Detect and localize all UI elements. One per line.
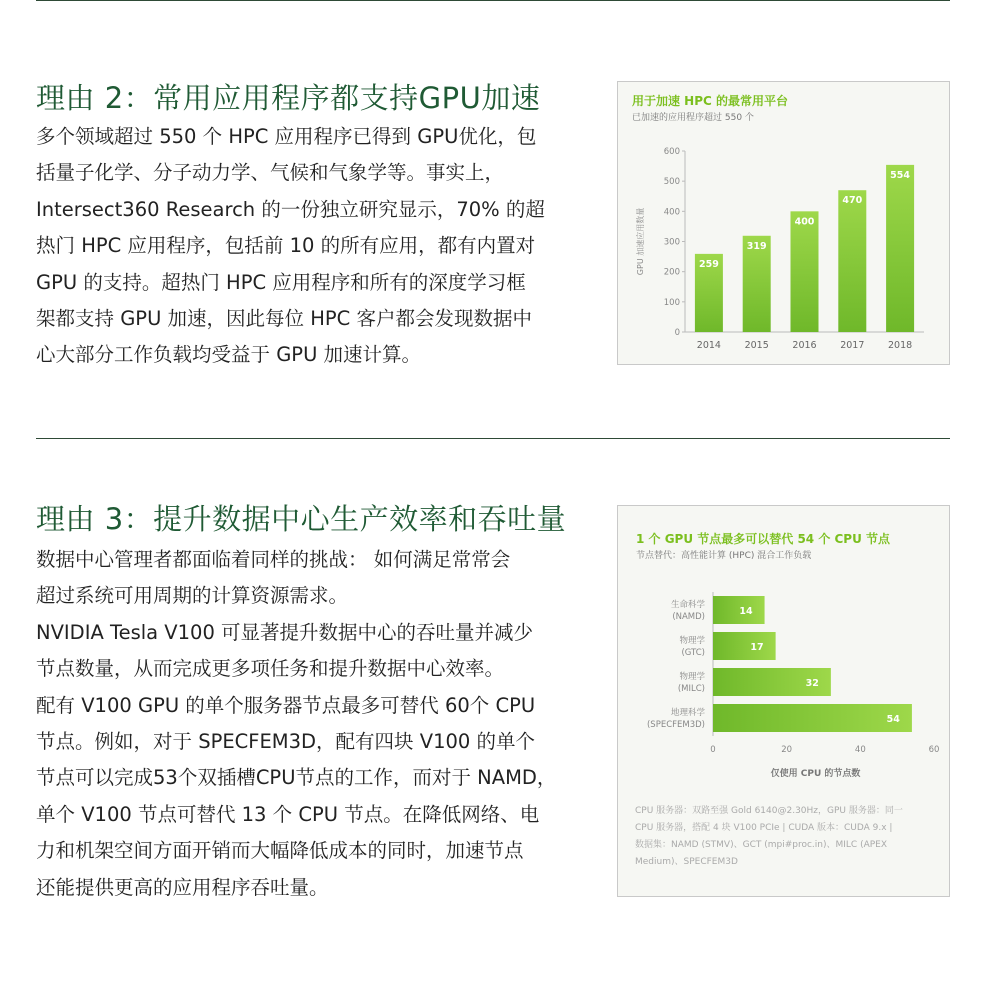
y-tick-label: 200 (663, 267, 680, 278)
body-text-line: 力和机架空间方面开销而大幅降低成本的同时，加速节点 (36, 839, 524, 863)
section-body-reason-2 (36, 119, 545, 374)
bar-specfem3d (713, 704, 912, 732)
y-category-label: 地理科学 (670, 708, 705, 718)
x-tick-label: 2015 (744, 340, 769, 351)
data-label: 32 (805, 678, 819, 689)
section-heading-reason-3: 理由 3：提升数据中心生产效率和吞吐量 (36, 502, 567, 536)
data-label: 17 (750, 642, 764, 653)
data-label: 54 (886, 714, 900, 725)
body-text-line: 数据中心管理者都面临着同样的挑战： 如何满足常常会 (36, 548, 511, 571)
body-text-line: 配有 V100 GPU 的单个服务器节点最多可替代 60个 CPU (36, 693, 536, 717)
body-text-line: 括量子化学、分子动力学、气候和气象学等。事实上， (36, 161, 505, 185)
y-tick-label: 300 (663, 237, 680, 248)
chart-footnote-line: Medium)、SPECFEM3D (635, 857, 738, 867)
y-tick-label: 400 (663, 207, 680, 218)
data-label: 554 (890, 169, 911, 181)
y-category-label: 物理学 (679, 636, 705, 646)
y-category-label: 生命科学 (670, 600, 705, 610)
body-text-line: Intersect360 Research 的一份独立研究显示，70% 的超 (36, 197, 545, 221)
y-tick-label: 500 (663, 177, 680, 188)
body-text-line: 心大部分工作负载均受益于 GPU 加速计算。 (36, 343, 422, 367)
body-text-line: 节点可以完成53个双插槽CPU节点的工作，而对于 NAMD， (36, 766, 557, 790)
body-text-line: NVIDIA Tesla V100 可显著提升数据中心的吞吐量并减少 (36, 620, 534, 644)
data-label: 470 (842, 195, 863, 207)
chart-subtitle: 已加速的应用程序超过 550 个 (632, 113, 754, 123)
body-text-line: GPU 的支持。超热门 HPC 应用程序和所有的深度学习框 (36, 270, 526, 294)
bar-2017 (838, 190, 866, 332)
x-tick-label: 2014 (696, 340, 721, 351)
bar-gtc (713, 632, 776, 660)
chart-title: 用于加速 HPC 的最常用平台 (632, 94, 789, 108)
x-tick-label: 20 (781, 745, 793, 755)
data-label: 400 (794, 216, 815, 228)
body-text-line: 单个 V100 节点可替代 13 个 CPU 节点。在降低网络、电 (36, 802, 540, 826)
chart-box-node-replacement (617, 505, 950, 897)
chart-node-replacement (618, 506, 949, 896)
data-label: 319 (746, 240, 767, 252)
section-heading-reason-2: 理由 2：常用应用程序都支持GPU加速 (36, 81, 541, 115)
body-text-line: 节点。例如，对于 SPECFEM3D，配有四块 V100 的单个 (36, 730, 536, 754)
x-tick-label: 2016 (792, 340, 817, 351)
x-tick-label: 2018 (888, 340, 913, 351)
y-category-label: 物理学 (679, 672, 705, 682)
chart-title: 1 个 GPU 节点最多可以替代 54 个 CPU 节点 (636, 532, 891, 546)
data-label: 259 (698, 258, 719, 270)
y-axis-label: GPU 加速应用数量 (636, 207, 645, 276)
y-category-sublabel: (NAMD) (672, 612, 705, 622)
x-axis-label: 仅使用 CPU 的节点数 (770, 769, 861, 779)
body-text-line: 架都支持 GPU 加速，因此每位 HPC 客户都会发现数据中 (36, 307, 532, 331)
y-tick-label: 600 (663, 147, 680, 157)
y-tick-label: 0 (674, 328, 680, 338)
x-tick-label: 40 (854, 745, 866, 755)
chart-footnote-line: 数据集：NAMD (STMV)、GCT (mpi#proc.in)、MILC (APEX (635, 840, 888, 850)
section-divider-rule (36, 438, 950, 439)
y-category-sublabel: (GTC) (681, 648, 705, 658)
body-text-line: 超过系统可用周期的计算资源需求。 (36, 584, 349, 608)
x-tick-label: 0 (710, 745, 716, 755)
y-tick-label: 100 (663, 297, 680, 308)
chart-box-gpu-apps (617, 81, 950, 365)
bar-2018 (886, 165, 914, 332)
y-category-sublabel: (MILC) (677, 684, 705, 694)
body-text-line: 节点数量，从而完成更多项任务和提升数据中心效率。 (36, 657, 505, 681)
body-text-line: 多个领域超过 550 个 HPC 应用程序已得到 GPU优化，包 (36, 125, 537, 148)
chart-gpu-accelerated-apps (618, 82, 949, 364)
section-body-reason-3 (36, 542, 556, 906)
body-text-line: 还能提供更高的应用程序吞吐量。 (36, 875, 329, 899)
chart-footnote-line: CPU 服务器，搭配 4 块 V100 PCIe | CUDA 版本：CUDA 9.x | (635, 823, 893, 833)
y-category-sublabel: (SPECFEM3D) (646, 720, 705, 730)
top-rule (36, 0, 950, 1)
chart-footnote-line: CPU 服务器：双路至强 Gold 6140@2.30Hz，GPU 服务器：同一 (635, 806, 903, 816)
data-label: 14 (739, 606, 753, 617)
x-tick-label: 60 (928, 745, 940, 755)
bar-2016 (791, 211, 819, 332)
x-tick-label: 2017 (840, 340, 865, 351)
chart-subtitle: 节点替代：高性能计算 (HPC) 混合工作负载 (636, 551, 812, 561)
body-text-line: 热门 HPC 应用程序，包括前 10 的所有应用，都有内置对 (36, 234, 536, 258)
